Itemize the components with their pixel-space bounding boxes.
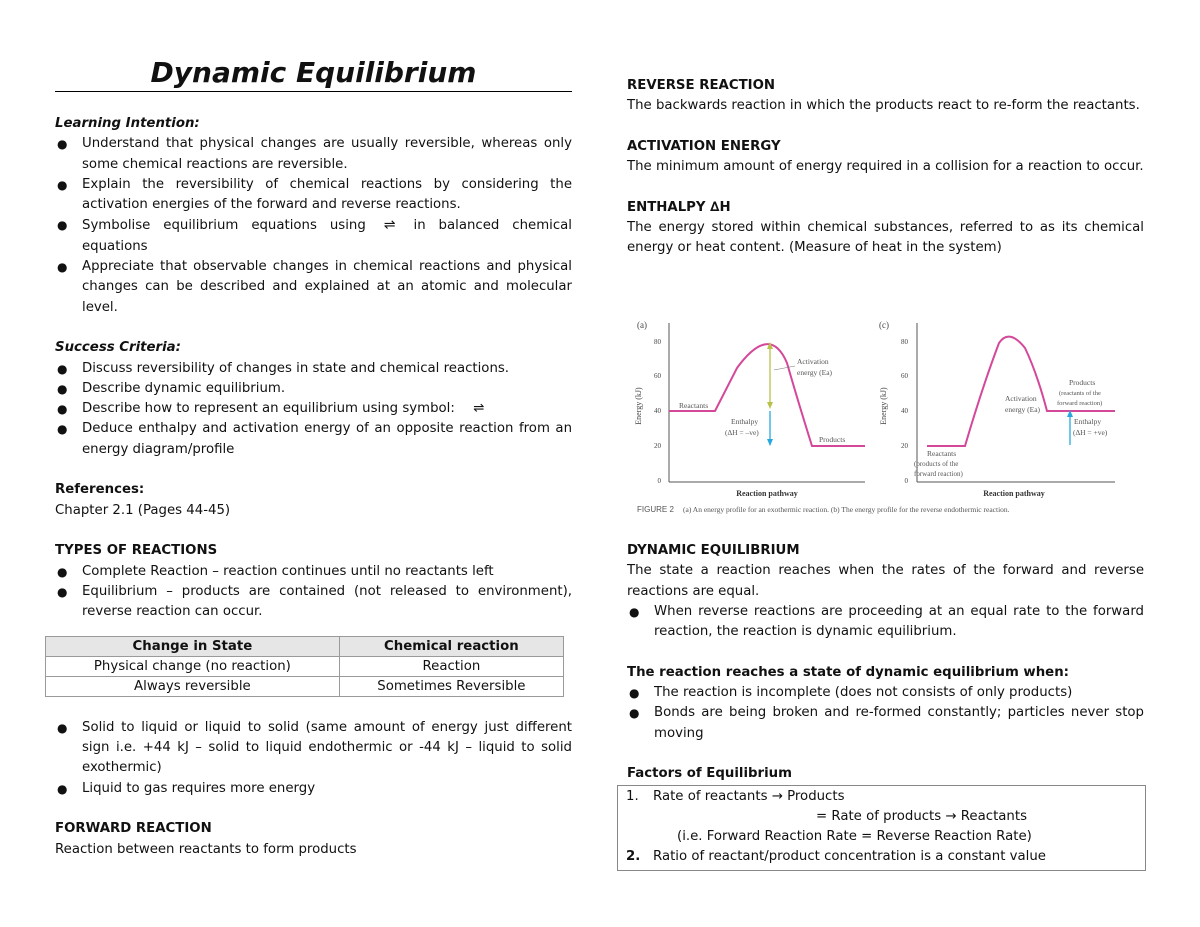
y-axis-label: Energy (kJ) — [634, 387, 643, 425]
forward-reaction-heading: FORWARD REACTION — [55, 821, 212, 837]
tick-label: 60 — [654, 372, 661, 380]
factor-line: 1. Rate of reactants → Products — [626, 787, 1137, 807]
bullet-icon: ● — [57, 584, 68, 599]
learning-intention-heading: Learning Intention: — [55, 116, 200, 131]
annotation: Activation — [797, 357, 829, 366]
learning-intention-item: ● Appreciate that observable changes in chemical reactions and physical changes can be described and explained at an atomic and molecular level. — [57, 259, 572, 315]
dynamic-equilibrium-text: The state a reaction reaches when the rates of the forward and reverse reactions are equal. — [627, 563, 1144, 599]
annotation: Reactants — [679, 401, 709, 410]
tick-label: 80 — [654, 338, 661, 346]
factor-line: (i.e. Forward Reaction Rate = Reverse Reaction Rate) — [677, 829, 1032, 845]
factor-line: = Rate of products → Reactants — [816, 808, 1028, 824]
right-column-top — [627, 76, 1144, 259]
table-header: Chemical reaction — [339, 637, 563, 657]
bullet-icon: ● — [57, 720, 68, 735]
bullet-icon: ● — [57, 422, 68, 437]
tick-label: 20 — [654, 442, 661, 450]
success-criteria-heading: Success Criteria: — [55, 340, 181, 356]
table-header-row — [46, 637, 564, 657]
y-axis-label: Energy (kJ) — [879, 387, 888, 425]
exothermic-curve — [669, 344, 865, 446]
references-text: Chapter 2.1 (Pages 44-45) — [55, 502, 231, 518]
success-criteria-item: ● Discuss reversibility of changes in state and chemical reactions. — [55, 359, 572, 379]
references-heading: References: — [55, 482, 145, 498]
arrowhead — [767, 439, 773, 446]
tick-label: 40 — [654, 407, 661, 415]
table-cell: Reaction — [339, 657, 563, 677]
figure-caption-label: FIGURE 2 — [637, 505, 674, 514]
bullet-icon: ● — [57, 177, 68, 192]
annotation: forward reaction) — [1057, 400, 1103, 407]
change-table — [45, 636, 564, 697]
activation-energy-text: The minimum amount of energy required in a collision for a reaction to occur. — [627, 159, 1144, 175]
panel-a-label: (a) — [637, 320, 647, 330]
table-cell: Sometimes Reversible — [339, 677, 563, 697]
page-title: Dynamic Equilibrium — [150, 56, 477, 89]
equilibrium-arrows-icon: ⇌ — [383, 217, 396, 234]
panel-c — [879, 320, 1115, 498]
panel-c-label: (c) — [879, 320, 889, 330]
leader-line — [774, 366, 795, 370]
right-column-bottom — [627, 541, 1144, 871]
energy-profile-figure — [627, 318, 1144, 518]
annotation: Enthalpy — [1074, 417, 1102, 426]
annotation: energy (Ea) — [797, 368, 833, 377]
learning-intention-item: ● Symbolise equilibrium equations using ⇌ in balanced chemical equations — [57, 217, 572, 254]
annotation: (reactants of the — [1059, 390, 1101, 397]
list-number: 1. — [626, 788, 639, 804]
annotation: (∆H = +ve) — [1073, 428, 1108, 437]
learning-intention-item: ● Explain the reversibility of chemical reactions by considering the activation energies of the forward and reverse reactions. — [57, 176, 572, 213]
figure-caption: (a) An energy profile for an exothermic reaction. (b) The energy profile for the reverse endothermic reaction. — [683, 505, 1010, 514]
bullet-icon: ● — [629, 686, 640, 701]
types-heading: TYPES OF REACTIONS — [55, 543, 218, 559]
x-axis-label: Reaction pathway — [736, 489, 798, 498]
annotation: Activation — [1005, 394, 1037, 403]
table-row — [46, 677, 564, 697]
types-item: ● Complete Reaction – reaction continues until no reactants left — [55, 562, 572, 582]
reaches-item: ● The reaction is incomplete (does not consists of only products) — [627, 683, 1144, 703]
enthalpy-text: The energy stored within chemical substances, referred to as its chemical energy or heat content. (Measure of heat in the system) — [627, 220, 1144, 256]
bullet-icon: ● — [57, 361, 68, 376]
state-note-item: ● Solid to liquid or liquid to solid (same amount of energy just different sign i.e. +44 kJ – solid to liquid endothermic or -44 kJ – liquid to solid exothermic) — [57, 719, 572, 776]
title-underline — [55, 91, 572, 92]
annotation: Products — [1069, 378, 1096, 387]
reverse-reaction-text: The backwards reaction in which the products react to re-form the reactants. — [627, 98, 1140, 114]
bullet-icon: ● — [57, 781, 68, 796]
tick-label: 40 — [901, 407, 908, 415]
factors-heading: Factors of Equilibrium — [627, 766, 792, 782]
activation-energy-heading: ACTIVATION ENERGY — [627, 138, 781, 154]
bullet-icon: ● — [629, 706, 640, 721]
annotation: (∆H = –ve) — [725, 428, 759, 437]
equilibrium-arrows-icon: ⇌ — [473, 401, 485, 417]
table-header: Change in State — [46, 637, 340, 657]
table-row — [46, 657, 564, 677]
annotation: energy (Ea) — [1005, 405, 1041, 414]
annotation: (products of the — [914, 460, 959, 468]
tick-label: 0 — [657, 477, 661, 485]
success-criteria-item: ● Describe how to represent an equilibrium using symbol: ⇌ — [55, 399, 572, 419]
bullet-icon: ● — [57, 137, 68, 152]
learning-intention-item: ● Understand that physical changes are usually reversible, whereas only some chemical reactions are reversible. — [57, 136, 572, 172]
annotation: Reactants — [927, 449, 957, 458]
reaches-heading: The reaction reaches a state of dynamic equilibrium when: — [627, 664, 1069, 680]
bullet-icon: ● — [57, 381, 68, 396]
forward-reaction-text: Reaction between reactants to form products — [55, 841, 357, 857]
dynamic-equilibrium-heading: DYNAMIC EQUILIBRIUM — [627, 543, 800, 558]
reverse-reaction-heading: REVERSE REACTION — [627, 78, 776, 93]
reaches-item: ● Bonds are being broken and re-formed constantly; particles never stop moving — [629, 705, 1144, 741]
table-cell: Always reversible — [46, 677, 340, 697]
annotation: Products — [819, 435, 846, 444]
bullet-icon: ● — [57, 402, 68, 417]
types-item: ● Equilibrium – products are contained (not released to environment), reverse reaction can occur. — [57, 583, 572, 620]
success-criteria-item: ● Deduce enthalpy and activation energy of an opposite reaction from an energy diagram/profile — [57, 421, 572, 457]
bullet-icon: ● — [57, 260, 68, 275]
x-axis-label: Reaction pathway — [983, 489, 1045, 498]
tick-label: 80 — [901, 338, 908, 346]
bullet-icon: ● — [57, 218, 68, 233]
success-criteria-item: ● Describe dynamic equilibrium. — [55, 379, 572, 399]
left-column — [55, 114, 572, 860]
factor-line: 2. Ratio of reactant/product concentration is a constant value — [626, 847, 1137, 867]
dynamic-equilibrium-item: ● When reverse reactions are proceeding at an equal rate to the forward reaction, the reaction is dynamic equilibrium. — [629, 603, 1144, 640]
panel-a — [634, 320, 865, 498]
bullet-icon: ● — [57, 564, 68, 579]
annotation: Enthalpy — [731, 417, 759, 426]
table-cell: Physical change (no reaction) — [46, 657, 340, 677]
tick-label: 60 — [901, 372, 908, 380]
list-number: 2. — [626, 849, 641, 865]
bullet-icon: ● — [629, 604, 640, 619]
annotation: forward reaction) — [914, 470, 963, 478]
state-note-item: ● Liquid to gas requires more energy — [55, 779, 572, 799]
arrowhead — [767, 402, 773, 409]
tick-label: 0 — [904, 477, 908, 485]
factors-box — [617, 785, 1146, 871]
tick-label: 20 — [901, 442, 908, 450]
enthalpy-heading: ENTHALPY ∆H — [627, 199, 731, 215]
